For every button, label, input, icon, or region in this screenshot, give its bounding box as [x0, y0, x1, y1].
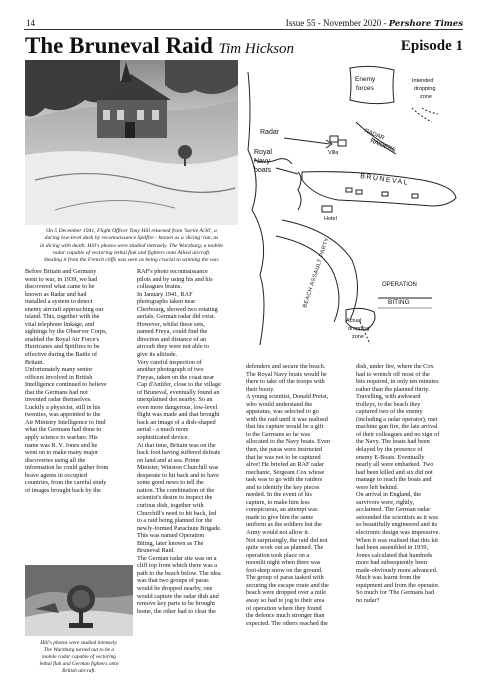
text-line: needed. In the event of his [246, 491, 312, 499]
aerial-photo [25, 60, 238, 225]
text-line: Bruneval Raid. [137, 547, 175, 555]
text-line: Air Ministry Intelligence to find [25, 418, 106, 426]
map-label-radar-raiders: RAIDERS [369, 138, 397, 154]
text-line: that he was not to be captured [246, 453, 321, 461]
text-line: On arrival in England, the [356, 491, 422, 499]
radar-photo-image [25, 565, 133, 636]
text-line: then, the paras were instructed [246, 446, 323, 454]
text-line: and to identify the key pieces [246, 483, 320, 491]
page-number: 14 [26, 18, 35, 28]
text-line: Travelling, with awkward [356, 393, 421, 401]
text-line: photographs taken near [137, 298, 196, 306]
text-line: equipment and from the operator. [356, 581, 440, 589]
text-line: to the Germans so he was [246, 430, 311, 438]
text-line: This was named Operation [137, 532, 205, 540]
photo-caption-line: in dicing with death. Hill's photos were studied intensely. The Wurzburg, a mobile [39, 242, 224, 249]
text-line: island. This, together with the [25, 313, 100, 321]
text-line: vital telephone linkage, and [25, 320, 95, 328]
text-line: who would understand the [246, 400, 313, 408]
text-line: was that two groups of paras [137, 577, 209, 585]
text-line: discovered what came to be [25, 283, 95, 291]
text-line: back foot having suffered defeats [137, 449, 221, 457]
text-line: moonlit night when there was [246, 559, 321, 567]
map-label-radar: Radar [260, 129, 280, 136]
text-line: had to wrench off most of the [356, 370, 430, 378]
text-line: installed a system to detect [25, 298, 93, 306]
text-line: The Royal Navy boats would be [246, 370, 327, 378]
text-line: trolleys, to the beach they [356, 400, 421, 408]
map-label-royal-navy-boats: boats [254, 167, 272, 174]
text-line: Not surprisingly, the raid did not [246, 536, 328, 544]
article-column-1 [25, 268, 135, 494]
photo-caption-line: On 5 December 1941, Flight Officer Tony Hill returned from 'Sortie A/30', a [46, 228, 217, 234]
text-line: task was to go with the raiders [246, 476, 323, 484]
text-line: were left behind. [356, 483, 399, 491]
text-line: the defence much stronger than [246, 612, 325, 620]
photo-caption-line: daring low-level dash by reconnaissance Spitfire - known as a 'dicing' run, as [44, 235, 219, 242]
text-line: there to take off the troops with [246, 378, 325, 386]
text-line: remove key parts to be brought [137, 600, 215, 608]
map-label-operation-biting: BITING [388, 299, 410, 306]
text-line: had been killed and six did not [356, 468, 433, 476]
text-line: known as Radar and had [25, 290, 87, 298]
text-line: that the Germans had not [25, 388, 88, 396]
text-line: allocated to the Navy boats. Even [246, 438, 330, 446]
text-line: beach were dropped over a mile [246, 589, 326, 597]
map-label-actual-dropping-zone: zone [352, 334, 364, 340]
text-line: conspicuous, an attempt was [246, 506, 318, 514]
header-rule [24, 29, 463, 30]
article-column-3 [246, 363, 354, 627]
map-label-intended-dropping-zone: Intended [412, 78, 434, 84]
text-line: aerial - a much more [137, 426, 189, 434]
text-line: home, the other had to clear the [137, 607, 216, 615]
text-line: survivors were, rightly, [356, 498, 414, 506]
text-line: apparatus, was selected to go [246, 408, 319, 416]
text-line: so beautifully engineered and its [356, 521, 438, 529]
article-title: The Bruneval Raid [25, 33, 213, 58]
text-line: delayed by the presence of [356, 446, 423, 454]
text-line: unexplained dot nearby. So an [137, 396, 213, 404]
text-line: Much was learnt from the [356, 574, 421, 582]
text-line: nation. The combination of the [137, 486, 215, 494]
text-line: apply science to warfare. His [25, 434, 98, 442]
text-line: discoveries using all the [25, 456, 86, 464]
text-line: Army would not allow it. [246, 529, 310, 537]
text-line: Biting, later known as The [137, 539, 204, 547]
text-line: of Bruneval, eventually found an [137, 388, 220, 396]
text-line: So much for 'The Germans had [356, 589, 435, 597]
text-line: Jones calculated that hundreds [356, 551, 433, 559]
text-line: desperate to hit back and to have [137, 471, 219, 479]
text-line: away so had to jog to their area [246, 596, 325, 604]
text-line: the Navy. The boats had been [356, 438, 430, 446]
publication-name: Pershore Times [388, 19, 463, 29]
photo-caption-line: radar capable of vectoring lethal flak and fighters onto Allied aircraft. [52, 249, 211, 256]
text-line: Luckily a physicist, still in his [25, 403, 101, 411]
text-line: electronic design was impressive. [356, 529, 441, 537]
text-line: Cap d'Antifer, close to the village [137, 381, 221, 389]
radar-caption-line: British aircraft. [62, 667, 96, 674]
article-author: Tim Hickson [218, 41, 295, 57]
text-line: RAF's photo reconnaissance [137, 268, 208, 275]
text-line: aerials. German radar did exist. [137, 313, 216, 321]
text-line: went on to make many major [25, 449, 99, 457]
text-line: even more dangerous, low-level [137, 403, 218, 411]
text-line: had been assembled in 1939, [356, 544, 429, 552]
text-line: countries, from the careful study [25, 479, 107, 487]
text-line: bits required, in only ten minutes [356, 378, 439, 386]
text-line: effective during the Battle of [25, 351, 98, 359]
text-line: would be dropped nearby, one [137, 584, 213, 592]
text-line: captured two of the enemy [356, 408, 423, 416]
text-line: enabled the Royal Air Force's [25, 335, 100, 343]
map-label-radar-raiders: RADAR [363, 128, 385, 142]
text-line: direction and distance of an [137, 335, 207, 343]
text-line: foot-deep snow on the ground. [246, 566, 323, 574]
map-label-actual-dropping-zone: dropping [348, 326, 370, 332]
radar-caption-line: The Wurzburg turned out to be a [43, 646, 115, 653]
article-column-4 [356, 363, 466, 605]
article-title-row [25, 33, 294, 62]
text-line: At that time, Britain was on the [137, 441, 216, 449]
issue-line [286, 18, 463, 29]
text-line: Very careful inspection of [137, 358, 202, 366]
text-line: Unfortunately many senior [25, 366, 93, 374]
text-line: flight was made and that brought [137, 411, 220, 419]
map-label-bruneval: BRUNEVAL [359, 173, 410, 187]
text-line: cliff top from which there was a [137, 562, 218, 570]
text-line: on land and at sea. Prime [137, 456, 200, 464]
text-line: operation took place on a [246, 551, 310, 559]
text-line: capture, to make him less [246, 498, 310, 506]
text-line: mechanic, Sergeant Cox whose [246, 468, 325, 476]
text-line: nearly all were embarked. Two [356, 461, 434, 469]
text-line: Churchill's need to hit back, led [137, 509, 217, 517]
text-line: Before Britain and Germany [25, 268, 97, 275]
text-line: more had subsequently been [356, 559, 427, 567]
photo-caption-line: Stealing it from the French cliffs was seen as being crucial to winning the war. [43, 257, 220, 264]
text-line: that his capture would be a gift [246, 423, 324, 431]
text-line: their booty. [246, 385, 275, 393]
text-line: path to the beach below. The idea [137, 569, 221, 577]
text-line: In January 1941, RAF [137, 290, 193, 298]
episode-label: Episode 1 [400, 38, 463, 54]
text-line: twenties, was appointed to the [25, 411, 101, 419]
text-line: dish, under fire, where the Cox [356, 363, 434, 370]
radar-caption-line: Hill's photos were studied intensely. [40, 640, 118, 646]
raid-map-drawing [242, 60, 464, 355]
map-label-enemy-forces: forces [356, 85, 374, 92]
text-line: Hurricanes and Spitfires to be [25, 343, 100, 351]
text-line: scientist's desire to inspect the [137, 494, 213, 502]
text-line: went to war, in 1939, we had [25, 275, 98, 283]
map-label-royal-navy-boats: Navy [254, 158, 270, 165]
text-line: A young scientist, Donald Preist, [246, 393, 329, 401]
text-line: alive! He briefed an RAF radar [246, 461, 324, 469]
text-line: name was R. V. Jones and he [25, 441, 98, 449]
map-label-intended-dropping-zone: zone [420, 94, 432, 100]
map-label-enemy-forces: Enemy [355, 76, 376, 83]
text-line: to a raid being planned for the [137, 517, 213, 525]
text-line: quite work out as planned. The [246, 544, 324, 552]
text-line: made to give him the same [246, 513, 314, 521]
map-label-beach-assault-party: BEACH ASSAULT PARTY [302, 236, 331, 309]
text-line: named Freya, could find the [137, 328, 208, 336]
text-line: rather than the planned thirty. [356, 385, 430, 393]
text-line: Cherbourg, showed two rotating [137, 305, 218, 313]
text-line: astounded the scientists as it was [356, 513, 439, 521]
text-line: sophisticated device. [137, 434, 190, 442]
text-line: no radar'! [356, 596, 380, 604]
text-line: acclaimed. The German radar [356, 506, 431, 514]
text-line: officers involved in British [25, 373, 93, 381]
text-line: machine gun fire, the late arrival [356, 423, 438, 431]
article-column-2 [137, 268, 243, 615]
text-line: colleagues brains. [137, 283, 182, 291]
text-line: another photograph of two [137, 366, 204, 374]
text-line: give its altitude. [137, 351, 178, 359]
text-line: Intelligence continued to believe [25, 381, 107, 389]
map-label-operation-biting: OPERATION [382, 282, 417, 288]
text-line: what the Germans had done to [25, 426, 102, 434]
text-line: back an image of a dish-shaped [137, 418, 216, 426]
text-line: enemy aircraft approaching our [25, 305, 104, 313]
text-line: enemy E-Boats. Eventually [356, 453, 425, 461]
map-label-hotel: Hotel [324, 216, 337, 222]
text-line: Minister, Winston Churchill was [137, 464, 219, 472]
aerial-photo-image [25, 60, 238, 225]
map-label-royal-navy-boats: Royal [254, 149, 272, 156]
map-label-villa: Villa [328, 150, 339, 156]
radar-photo [25, 565, 133, 636]
text-line: pilots and by using his and his [137, 275, 213, 283]
text-line: of operation where they found [246, 604, 322, 612]
map-label-intended-dropping-zone: dropping [414, 86, 436, 92]
text-line: aircraft they were not able to [137, 343, 210, 351]
issue-text: Issue 55 - November 2020 - [285, 18, 389, 28]
text-line: However, whilst these sets, [137, 320, 205, 328]
radar-caption-line: lethal flak and German fighters onto [39, 660, 119, 667]
text-line: expected. The others reached the [246, 619, 328, 627]
map-label-actual-dropping-zone: Actual [346, 318, 362, 324]
text-line: would capture the radar dish and [137, 592, 219, 600]
text-line: The group of paras tasked with [246, 574, 324, 582]
text-line: newly-formed Parachute Brigade. [137, 524, 222, 532]
photo-caption [25, 228, 238, 264]
text-line: with the raid until it was realised [246, 415, 328, 423]
text-line: securing the escape route and the [246, 581, 329, 589]
text-line: curious dish, together with [137, 501, 204, 509]
raid-map [242, 60, 464, 355]
text-line: Britain. [25, 358, 44, 366]
text-line: some good news to tell the [137, 479, 204, 487]
text-line: of their colleagues and no sign of [356, 430, 440, 438]
text-line: sightings by the Observer Corps, [25, 328, 108, 336]
text-line: uniform as the soldiers but the [246, 521, 322, 529]
text-line: of images brought back by the [25, 486, 101, 494]
text-line: Freyas, taken on the coast near [137, 373, 215, 381]
radar-caption-line: mobile radar capable of vectoring [42, 653, 116, 660]
radar-photo-caption [25, 640, 133, 675]
text-line: The German radar site was on a [137, 554, 217, 562]
text-line: manage to reach the boats and [356, 476, 432, 484]
text-line: brave agents in occupied [25, 471, 87, 479]
text-line: invented radar themselves. [25, 396, 92, 404]
text-line: (including a radar operator), met [356, 415, 438, 423]
text-line: made-obviously more advanced. [356, 566, 438, 574]
text-line: defenders and secure the beach. [246, 363, 326, 370]
text-line: When it was realised that this kit [356, 536, 438, 544]
text-line: information he could gather from [25, 464, 109, 472]
